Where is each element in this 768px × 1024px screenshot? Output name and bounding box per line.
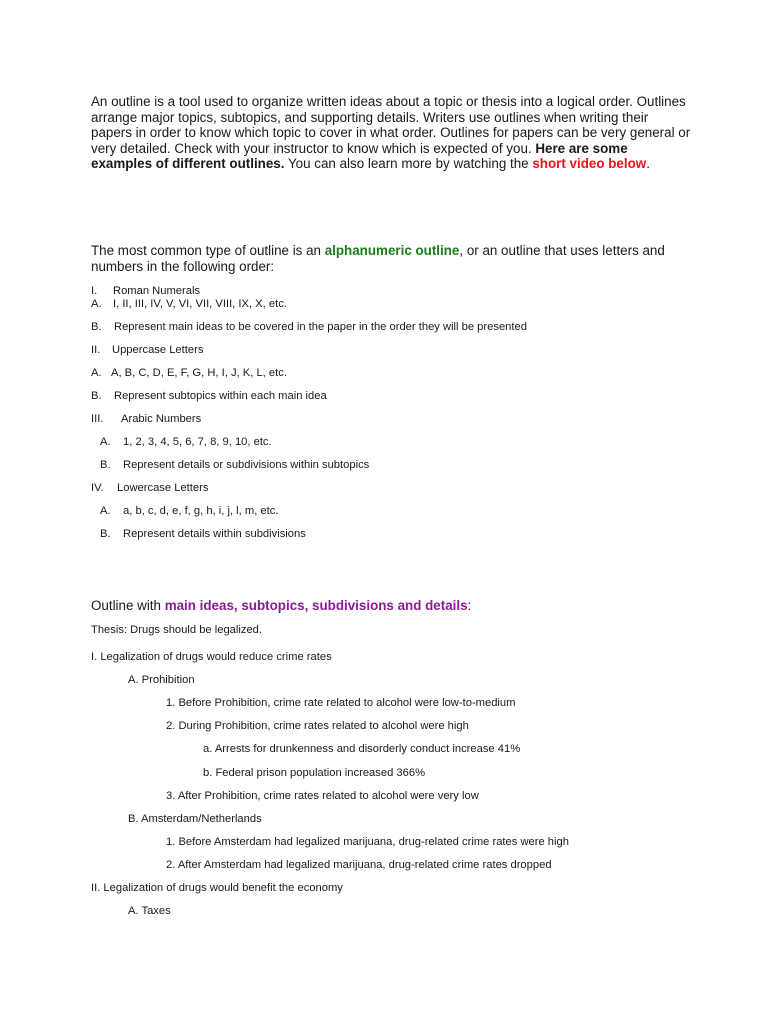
outline-text: Represent main ideas to be covered in the paper in the order they will be presented <box>114 321 527 333</box>
intro-period: . <box>646 156 650 172</box>
alphanumeric-intro-post: , or an outline that uses letters and numbers in the following order: <box>91 243 665 274</box>
outline-marker: B. <box>91 321 102 333</box>
alphanumeric-outline-highlight: alphanumeric outline <box>324 243 460 258</box>
outline-text: Represent details within subdivisions <box>123 528 306 540</box>
outline-line <box>91 344 203 357</box>
outline-line: b. Federal prison population increased 366% <box>203 767 426 779</box>
outline-line <box>91 390 327 403</box>
outline-line <box>100 505 278 518</box>
outline-line: A. Prohibition <box>128 674 195 686</box>
outline-text: a, b, c, d, e, f, g, h, i, j, l, m, etc. <box>123 505 279 517</box>
outline-line: a. Arrests for drunkenness and disorderly conduct increase 41% <box>203 743 521 755</box>
outline-marker: A. <box>100 436 111 448</box>
example-heading-post: : <box>467 598 472 613</box>
example-heading-highlight: main ideas, subtopics, subdivisions and details <box>164 598 468 613</box>
intro-bold-text: Here are some examples of different outlines. <box>91 140 628 172</box>
outline-line <box>100 436 272 449</box>
outline-line <box>100 528 306 541</box>
example-heading-pre: Outline with <box>91 598 165 613</box>
intro-text: An outline is a tool used to organize written ideas about a topic or thesis into a logical order. Outlines arrange major topics, subtopics, and supporting details. Writers use outlines when writing their papers in order to know which topic to cover in what order. Outlines for papers can be very general or very detailed. Check with your instructor to know which is expected of you. <box>91 94 691 156</box>
outline-line <box>91 285 200 298</box>
outline-line <box>91 367 287 380</box>
outline-line: 2. After Amsterdam had legalized marijuana, drug-related crime rates dropped <box>166 859 552 871</box>
outline-line: 3. After Prohibition, crime rates related to alcohol were very low <box>166 790 479 802</box>
outline-text: 1, 2, 3, 4, 5, 6, 7, 8, 9, 10, etc. <box>123 436 272 448</box>
outline-marker: III. <box>91 413 104 425</box>
outline-text: Uppercase Letters <box>112 344 204 356</box>
outline-text: Represent details or subdivisions within subtopics <box>123 459 370 471</box>
outline-line <box>91 413 201 426</box>
outline-line: 1. Before Prohibition, crime rate related to alcohol were low-to-medium <box>166 697 516 709</box>
outline-marker: I. <box>91 285 98 297</box>
outline-line: B. Amsterdam/Netherlands <box>128 813 262 825</box>
outline-marker: A. <box>91 367 102 379</box>
outline-line <box>100 459 369 472</box>
thesis-line: Thesis: Drugs should be legalized. <box>91 624 263 636</box>
outline-text: Arabic Numbers <box>121 413 202 425</box>
outline-text: Roman Numerals <box>113 285 201 297</box>
example-outline-heading <box>91 598 691 614</box>
outline-marker: B. <box>100 528 111 540</box>
outline-text: A, B, C, D, E, F, G, H, I, J, K, L, etc. <box>111 367 287 379</box>
outline-line: 1. Before Amsterdam had legalized marijuana, drug-related crime rates were high <box>166 836 569 848</box>
intro-text-2: You can also learn more by watching the <box>284 156 533 172</box>
outline-line <box>91 298 287 311</box>
alphanumeric-intro-pre: The most common type of outline is an <box>91 243 325 258</box>
outline-text: Represent subtopics within each main idea <box>114 390 327 402</box>
intro-paragraph <box>91 94 691 172</box>
outline-marker: A. <box>91 298 102 310</box>
outline-line <box>91 321 527 334</box>
outline-line: II. Legalization of drugs would benefit the economy <box>91 882 343 894</box>
outline-marker: B. <box>91 390 102 402</box>
outline-line: I. Legalization of drugs would reduce crime rates <box>91 651 332 663</box>
outline-marker: II. <box>91 344 101 356</box>
outline-marker: B. <box>100 459 111 471</box>
short-video-link[interactable]: short video below <box>532 156 647 172</box>
outline-marker: IV. <box>91 482 104 494</box>
outline-marker: A. <box>100 505 111 517</box>
outline-text: I, II, III, IV, V, VI, VII, VIII, IX, X, etc. <box>113 298 287 310</box>
outline-line: A. Taxes <box>128 905 171 917</box>
outline-text: Lowercase Letters <box>117 482 209 494</box>
outline-line <box>91 482 208 495</box>
outline-line: 2. During Prohibition, crime rates related to alcohol were high <box>166 720 469 732</box>
alphanumeric-intro <box>91 243 691 274</box>
